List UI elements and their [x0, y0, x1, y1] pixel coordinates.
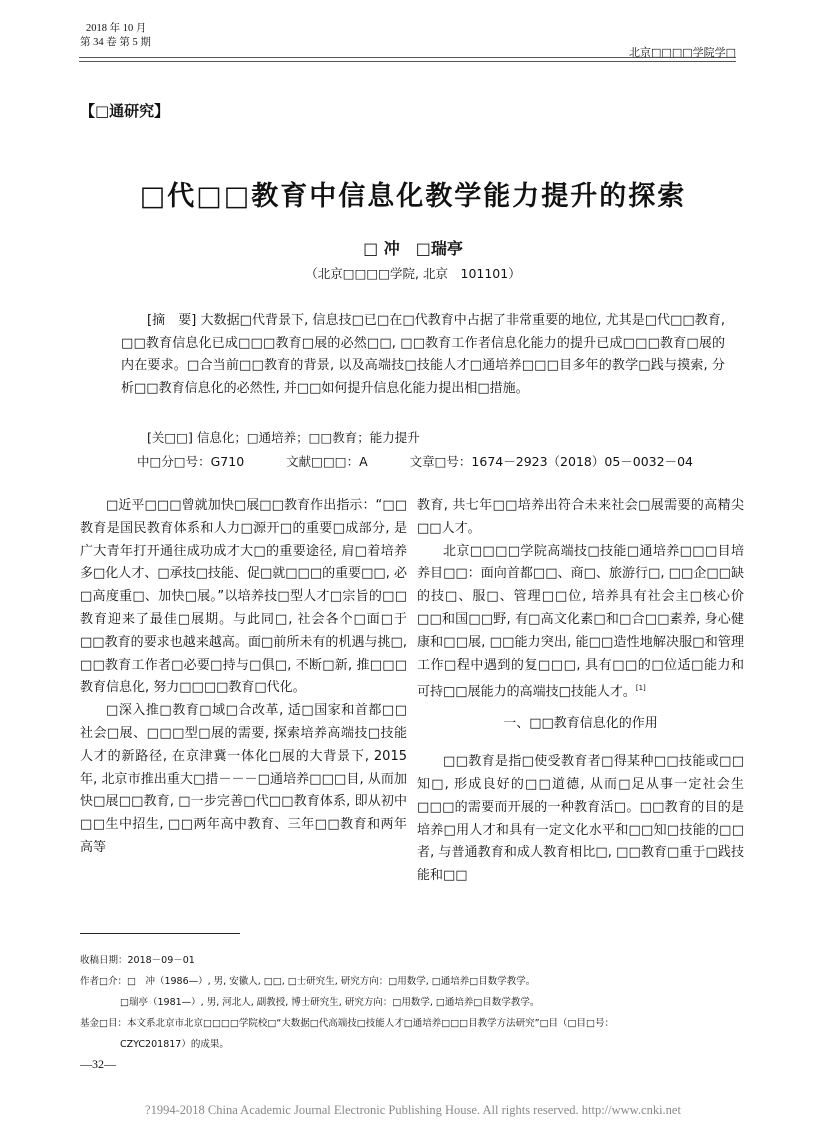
abstract [121, 310, 725, 400]
classification-line [137, 452, 731, 470]
journal-name: 北京□□□□学院学□ [629, 46, 736, 59]
fund-info [80, 1013, 750, 1034]
body-column-left [80, 495, 407, 860]
section-heading: 一、□□教育信息化的作用 [503, 715, 658, 731]
author-bio-text: □ 冲（1986—）, 男, 安徽人, □□, □士研究生, 研究方向：□用数学, □通培养□目数学教学。 [126, 976, 536, 987]
author-bio-1 [80, 971, 750, 992]
fund-label: 基金□目： [80, 1018, 127, 1029]
document-code: 文献□□□：A [286, 454, 368, 469]
abstract-text: 大数据□代背景下, 信息技□已□在□代教育中占据了非常重要的地位, 尤其是□代□□教育, □□教育信息化已成□□□教育□展的必然□□, □□教育工作者信息化能力的提升已成□□□教育□展的内在要求。□合当前□□教育的背景, 以及高端技□技能人才□通培养□□□目多年的教学□践与摸索, 分析□□教育信息化的必然性, 并□□如何提升信息化能力提出相□措施。 [121, 313, 725, 396]
author-bio-2: □瑞亭（1981—）, 男, 河北人, 副教授, 博士研究生, 研究方向：□用数学, □通培养□目数学教学。 [120, 997, 540, 1008]
body-paragraph: □近平□□□曾就加快□展□□教育作出指示：“□□教育是国民教育体系和人力□源开□的重要□成部分, 是广大青年打开通往成功成才大□的重要途径, 肩□着培养多□化人才、□承技□技能、促□就□□□的重要□□, 必□高度重□、加快□展。”以培养技□型人才□宗旨的□□教育迎来了最佳□展期。与此同□, 社会各个□面□于□□教育的要求也越来越高。面□前所未有的机遇与挑□, □□教育工作者□必要□持与□俱□, 不断□新, 推□□□教育信息化, 努力□□□□教育□代化。 [80, 498, 407, 696]
affiliation: （北京□□□□学院, 北京 101101） [305, 266, 521, 281]
issue-date: 2018 年 10 月 [86, 23, 147, 34]
received-date: 收稿日期：2018－09－01 [80, 955, 195, 966]
column-tag: 【□通研究】 [80, 102, 170, 120]
body-paragraph: □□教育是指□使受教育者□得某种□□技能或□□知□, 形成良好的□□道德, 从而□足从事一定社会生□□□的需要而开展的一种教育活□。□□教育的目的是培养□用人才和具有一定文化水平和□□知□技能的□□者, 与普通教育和成人教育相比□, □□教育□重于□践技能和□□ [417, 754, 744, 884]
fund-info-cont: CZYC201817）的成果。 [120, 1039, 229, 1050]
running-header-left [80, 22, 151, 50]
body-paragraph: 教育, 共七年□□培养出符合未来社会□展需要的高精尖□□人才。 [417, 498, 744, 536]
keywords-text: 信息化；□通培养；□□教育；能力提升 [196, 430, 420, 445]
keywords [147, 428, 420, 446]
footnote-rule [80, 933, 240, 934]
body-column-right [417, 495, 744, 888]
header-rule [79, 57, 736, 62]
paper-title: □代□□教育中信息化教学能力提升的探索 [139, 181, 687, 212]
article-id: 文章□号：1674－2923（2018）05－0032－04 [409, 454, 693, 469]
authors: □ 冲 □瑞亭 [363, 239, 463, 258]
copyright-notice: ?1994-2018 China Academic Journal Electronic Publishing House. All rights reserved. http://www.cnki.net [145, 1103, 681, 1117]
volume-issue: 第 34 卷 第 5 期 [80, 37, 151, 48]
citation-ref[interactable]: [1] [635, 684, 646, 693]
abstract-label: [摘 要] [147, 313, 197, 328]
body-paragraph [417, 541, 744, 705]
paragraph-text: 北京□□□□学院高端技□技能□通培养□□□目培养目□□：面向首都□□、商□、旅游行□, □□企□□缺的技□、服□、管理□□位, 培养具有社会主□核心价□□和国□□野, 有□高文化素□和□合□□素养, 身心健康和□□展, □□能力突出, 能□□造性地解决服□和管理工作□程中遇到的复□□□, 具有□□的□位适□能力和可持□□展能力的高端技□技能人才。 [417, 543, 744, 700]
footnotes [80, 950, 750, 1055]
fund-text: 本文系北京市北京□□□□学院校□“大数据□代高端技□技能人才□通培养□□□目教学方法研究”□目（□目□号： [126, 1018, 614, 1029]
page-number: —32— [80, 1057, 116, 1071]
clc-number: 中□分□号：G710 [137, 454, 245, 469]
body-paragraph: □深入推□教育□域□合改革, 适□国家和首都□□社会□展、□□□型□展的需要, 探索培养高端技□技能人才的新路径, 在京津冀一体化□展的大背景下, 2015 年, 北京市推出重大□措－－－□通培养□□□目, 从而加快□展□□教育, □一步完善□代□□教育体系, 即从初中□□生中招生, □□两年高中教育、三年□□教育和两年高等 [80, 703, 407, 855]
keywords-label: [关□□] [147, 430, 193, 445]
author-bio-label: 作者□介： [80, 976, 127, 987]
